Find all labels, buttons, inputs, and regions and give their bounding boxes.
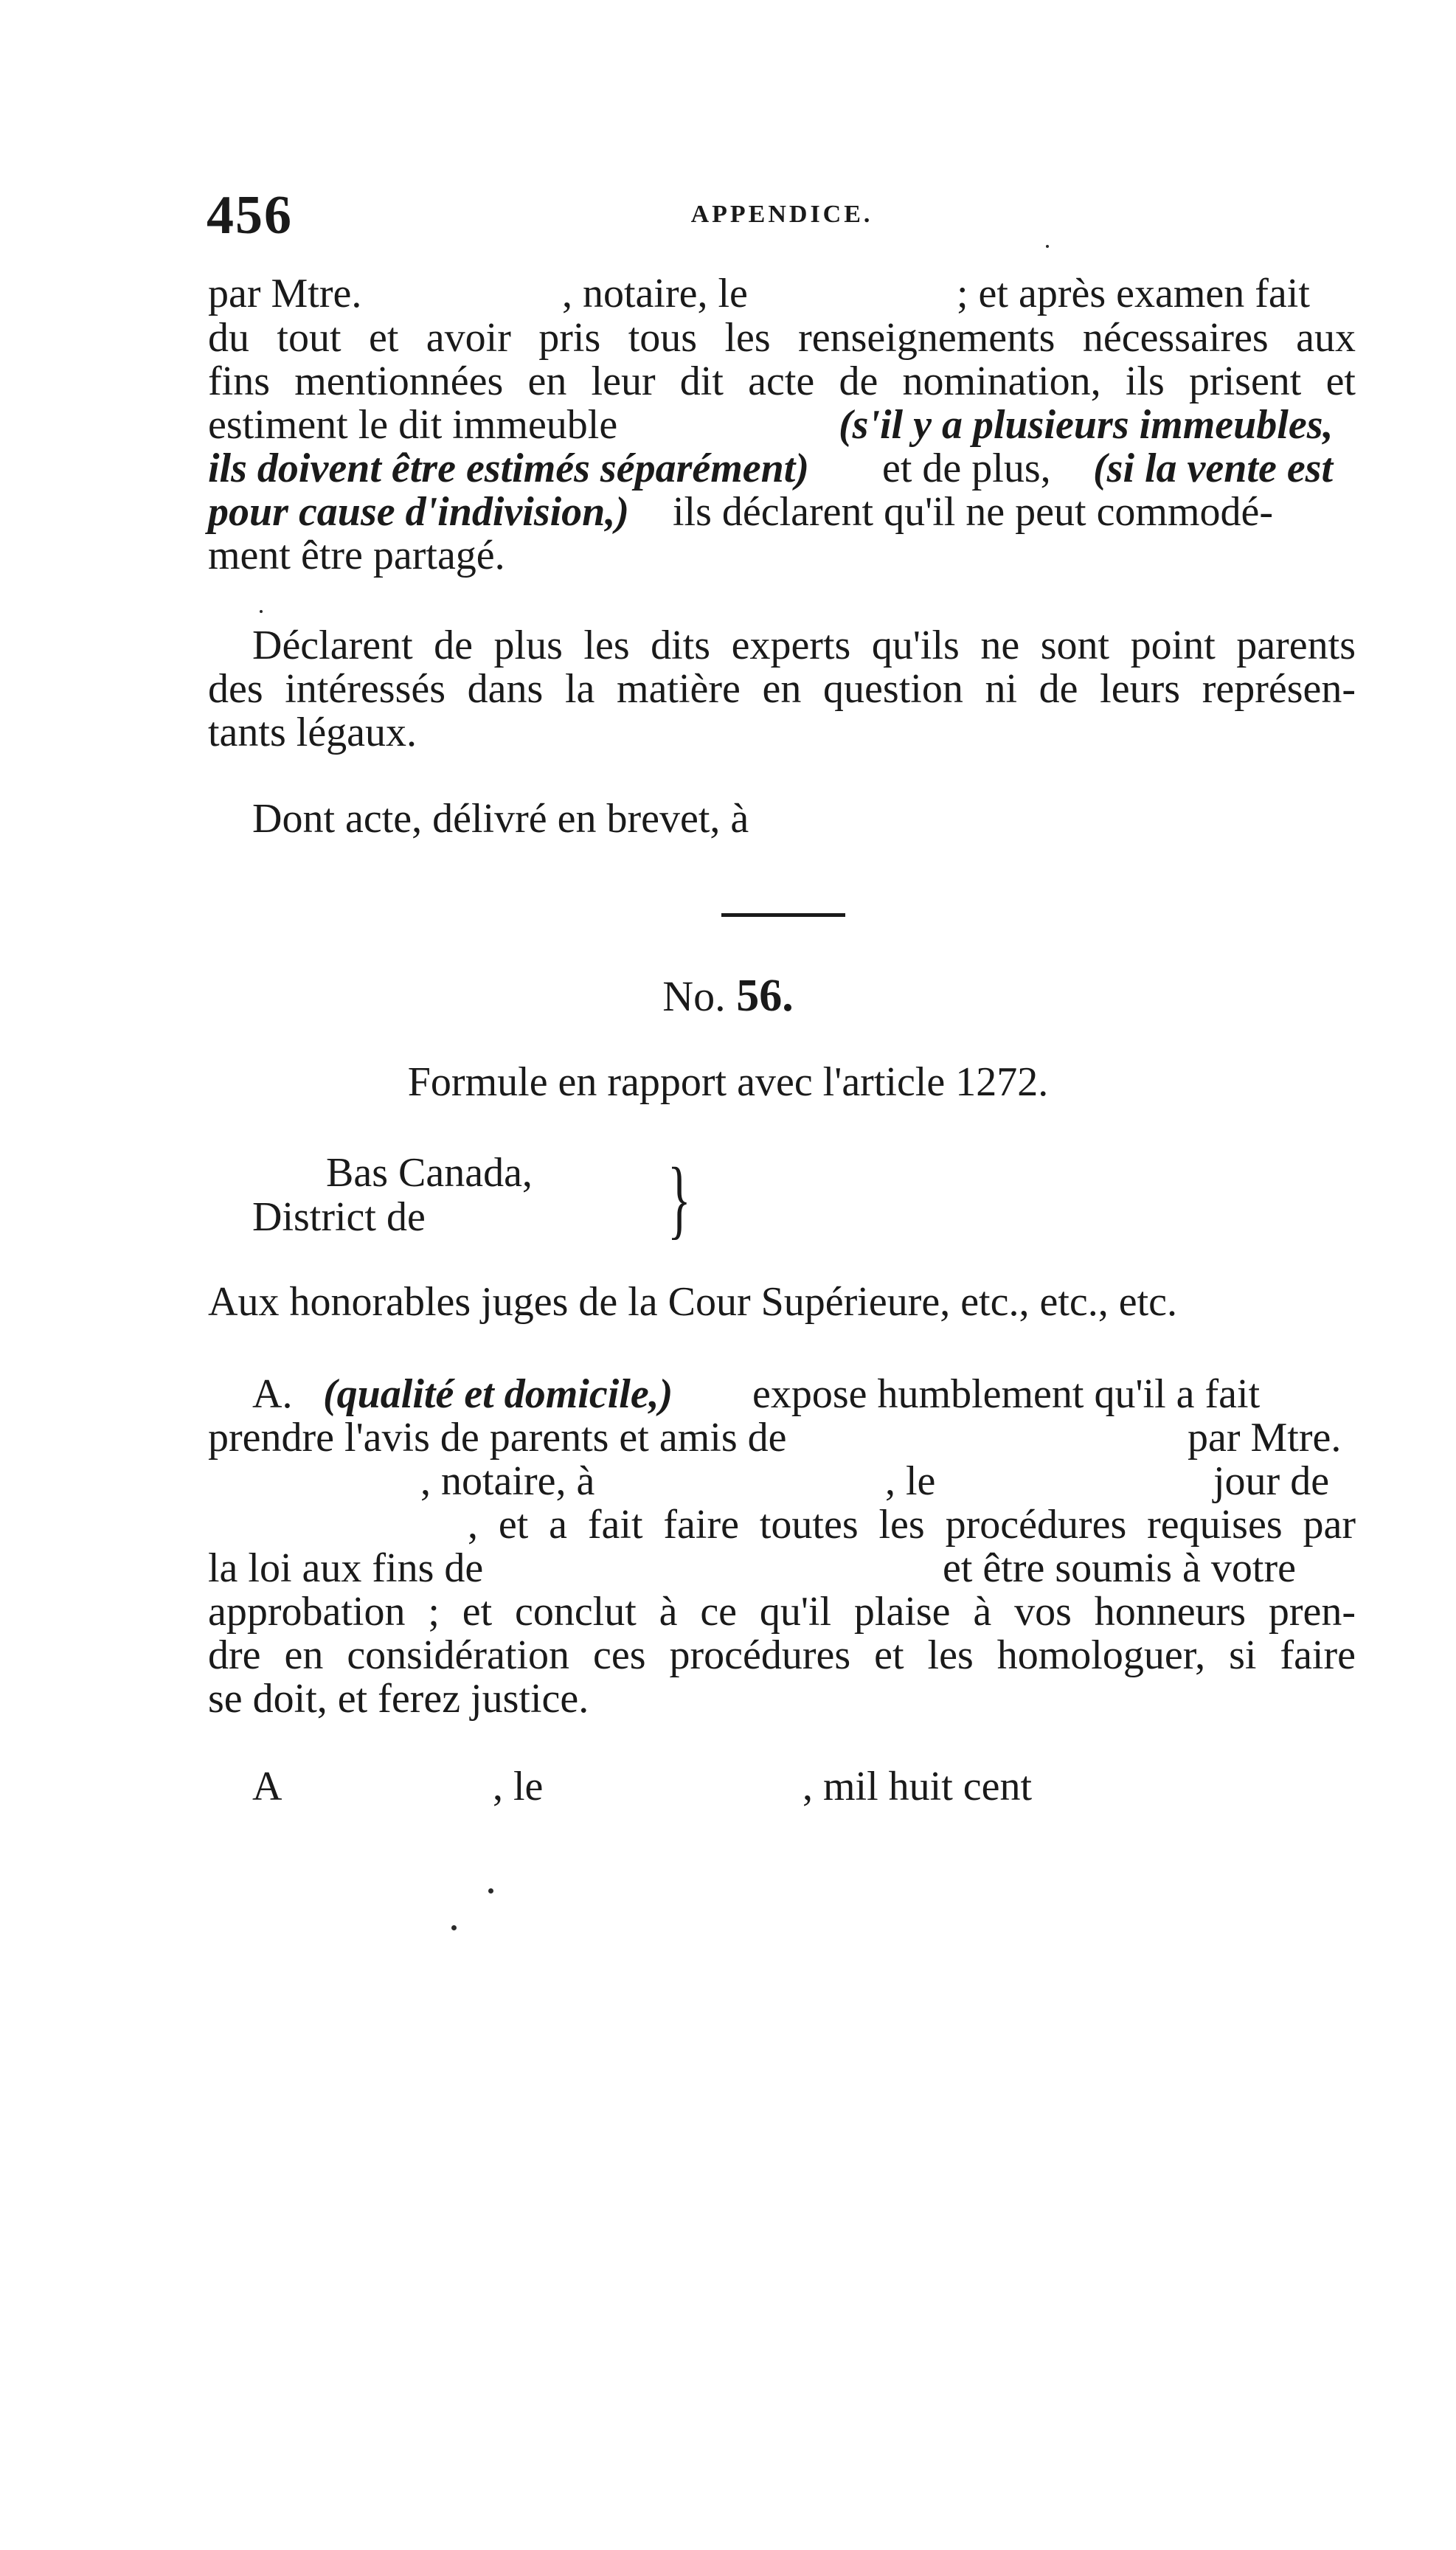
text-line: Dont acte, délivré en brevet, à — [252, 796, 749, 842]
italic-note: (qualité et domicile,) — [323, 1371, 673, 1417]
text-line: par Mtre. — [1188, 1415, 1342, 1461]
running-head: APPENDICE. — [690, 201, 873, 228]
text-line: A — [252, 1764, 282, 1809]
text-line: estiment le dit immeuble — [208, 402, 618, 448]
address-line: Bas Canada, — [326, 1150, 533, 1196]
formula-number-value: 56. — [736, 971, 794, 1021]
italic-note: (s'il y a plusieurs immeubles, — [839, 402, 1334, 448]
ink-speck — [451, 1925, 457, 1930]
text-line: la loi aux fins de — [208, 1545, 484, 1591]
italic-note: (si la vente est — [1093, 446, 1334, 491]
formula-prefix: No. — [662, 972, 726, 1020]
text-line: tants légaux. — [208, 710, 417, 755]
formula-number — [0, 970, 1456, 1022]
text-line: ; et après examen fait — [957, 271, 1310, 316]
page-header — [207, 184, 1357, 246]
address-line: District de — [252, 1194, 426, 1240]
salutation: Aux honorables juges de la Cour Supérieure, etc., etc., etc. — [208, 1279, 1178, 1325]
text-line: des intéressés dans la matière en question ni de leurs représen- — [208, 666, 1356, 712]
text-line: ment être partagé. — [208, 533, 505, 578]
ink-speck — [260, 610, 263, 613]
page-number: 456 — [207, 185, 293, 246]
text-line: Déclarent de plus les dits experts qu'ils ne sont point parents — [252, 623, 1356, 668]
text-line: , le — [885, 1458, 936, 1504]
text-line: prendre l'avis de parents et amis de — [208, 1415, 787, 1461]
ink-speck — [488, 1888, 493, 1894]
text-line: se doit, et ferez justice. — [208, 1676, 589, 1722]
text-line: , mil huit cent — [802, 1764, 1033, 1809]
formula-title: Formule en rapport avec l'article 1272. — [407, 1059, 1049, 1105]
text-line: fins mentionnées en leur dit acte de nomination, ils prisent et — [208, 358, 1356, 404]
ink-speck — [1046, 245, 1049, 248]
text-line: , et a fait faire toutes les procédures requises par — [468, 1502, 1356, 1548]
text-line: et être soumis à votre — [943, 1545, 1296, 1591]
text-line: jour de — [1213, 1458, 1330, 1504]
text-line: dre en considération ces procédures et les homologuer, si faire — [208, 1632, 1356, 1678]
text-line: approbation ; et conclut à ce qu'il plaise à vos honneurs pren- — [208, 1589, 1356, 1635]
italic-note: pour cause d'indivision,) — [208, 489, 629, 535]
text-line: par Mtre. — [208, 271, 362, 316]
text-line: ils déclarent qu'il ne peut commodé- — [673, 489, 1274, 535]
italic-note: ils doivent être estimés séparément) — [208, 446, 809, 491]
brace-mark: } — [668, 1149, 691, 1247]
text-line: et de plus, — [882, 446, 1051, 491]
text-line: expose humblement qu'il a fait — [752, 1371, 1261, 1417]
text-line: A. — [252, 1371, 293, 1417]
text-line: , le — [493, 1764, 544, 1809]
text-line: du tout et avoir pris tous les renseignements nécessaires aux — [208, 315, 1356, 361]
text-line: , notaire, à — [420, 1458, 595, 1504]
text-line: , notaire, le — [562, 271, 748, 316]
section-divider — [721, 913, 845, 917]
